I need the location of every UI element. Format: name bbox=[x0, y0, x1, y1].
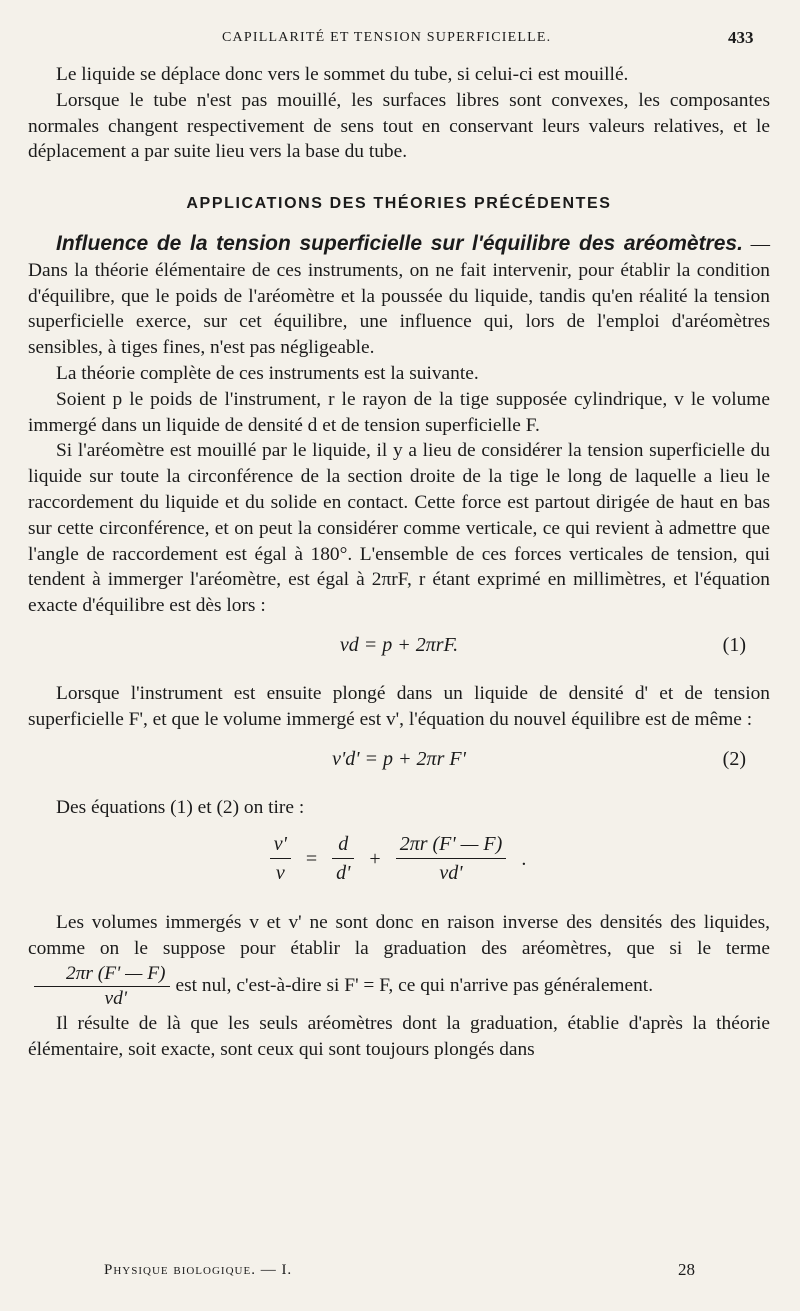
paragraph-mouille: Si l'aréomètre est mouillé par le liquide, il y a lieu de considérer la tension superficielle du liquide sur toute la circonférence de la section droite de la tige le long de laquelle a lieu le raccordement du liquide et du solide en contact. Cette force est partout dirigée de haut en bas sur cette circonférence, et on peut la considérer comme verticale, ce qui revient à admettre que l'angle de raccordement est égal à 180°. L'ensemble de ces forces verticales de tension, qui tendent à immerger l'aréomètre, est égal à 2πrF, r étant exprimé en millimètres, et l'équation exacte d'équilibre est dès lors : bbox=[28, 440, 770, 617]
equation-2 bbox=[28, 739, 770, 781]
paragraph-intro-2: Lorsque le tube n'est pas mouillé, les surfaces libres sont convexes, les composantes normales changent respectivement de sens tout en conservant leurs valeurs relatives, et le déplacement a par suite lieu vers la base du tube. bbox=[28, 89, 770, 163]
inline-fraction-numerator: 2πr (F' — F) bbox=[34, 962, 170, 987]
page-footer bbox=[0, 1262, 800, 1286]
book-title: Physique biologique. — I. bbox=[104, 1262, 293, 1278]
fraction-lhs bbox=[270, 830, 291, 887]
paragraph-volumes bbox=[28, 910, 770, 1011]
paragraph-theory: La théorie complète de ces instruments est la suivante. bbox=[56, 362, 479, 384]
fraction-equation bbox=[28, 830, 770, 900]
equation-1 bbox=[28, 625, 770, 667]
fraction-mid-numerator: d bbox=[332, 830, 354, 859]
paragraph-des-equations: Des équations (1) et (2) on tire : bbox=[56, 796, 305, 818]
lead-title: Influence de la tension superficielle sur l'équilibre des aréomètres. bbox=[56, 231, 743, 255]
equals-sign: = bbox=[305, 847, 318, 870]
paragraph-intro-1: Le liquide se déplace donc vers le sommet du tube, si celui-ci est mouillé. bbox=[56, 64, 629, 85]
running-title: CAPILLARITÉ ET TENSION SUPERFICIELLE. bbox=[222, 30, 552, 45]
sheet-number: 28 bbox=[678, 1260, 695, 1279]
paragraph-soient: Soient p le poids de l'instrument, r le rayon de la tige supposée cylindrique, v le volume immergé dans un liquide de densité d et de tension superficielle F. bbox=[28, 388, 770, 436]
fraction-rhs-numerator: 2πr (F' — F) bbox=[396, 830, 507, 859]
lead-body: — Dans la théorie élémentaire de ces instruments, on ne fait intervenir, pour établir la condition d'équilibre, que le poids de l'aréomètre et la poussée du liquide, tandis qu'en réalité la tension superficielle exerce, sur cet équilibre, une influence qui, lors de l'emploi d'aréomètres sensibles, à tiges fines, n'est pas négligeable. bbox=[28, 233, 770, 359]
fraction-lhs-numerator: v' bbox=[270, 830, 291, 859]
fraction-rhs-denominator: vd' bbox=[439, 862, 463, 885]
page-body bbox=[28, 62, 770, 1063]
page-header bbox=[0, 28, 800, 52]
paragraph-lead bbox=[28, 231, 770, 361]
fraction-rhs bbox=[396, 830, 507, 887]
equation-1-number: (1) bbox=[722, 633, 746, 656]
fraction-period: . bbox=[521, 847, 527, 870]
fraction-lhs-denominator: v bbox=[275, 862, 285, 885]
section-title: APPLICATIONS DES THÉORIES PRÉCÉDENTES bbox=[186, 195, 612, 213]
inline-fraction-denominator: vd' bbox=[104, 987, 127, 1009]
paragraph-volumes-a: Les volumes immergés v et v' ne sont donc en raison inverse des densités des liquides, comme on le suppose pour établir la graduation des aréomètres, que si le terme bbox=[28, 912, 770, 960]
equation-2-number: (2) bbox=[722, 747, 746, 770]
equation-2-body: v'd' = p + 2πr F' bbox=[332, 747, 466, 770]
fraction-mid-denominator: d' bbox=[336, 862, 351, 885]
equation-1-body: vd = p + 2πrF. bbox=[339, 633, 459, 656]
paragraph-volumes-b: est nul, c'est-à-dire si F' = F, ce qui n'arrive pas généralement. bbox=[175, 974, 654, 996]
paragraph-resulte: Il résulte de là que les seuls aréomètres dont la graduation, établie d'après la théorie élémentaire, soit exacte, sont ceux qui sont toujours plongés dans bbox=[28, 1012, 770, 1060]
page-number: 433 bbox=[728, 28, 754, 47]
plus-sign: + bbox=[369, 847, 381, 870]
inline-fraction bbox=[34, 962, 170, 1011]
fraction-mid bbox=[332, 830, 354, 887]
paragraph-second: Lorsque l'instrument est ensuite plongé dans un liquide de densité d' et de tension superficielle F', et que le volume immergé est v', l'équation du nouvel équilibre est de même : bbox=[28, 682, 770, 730]
